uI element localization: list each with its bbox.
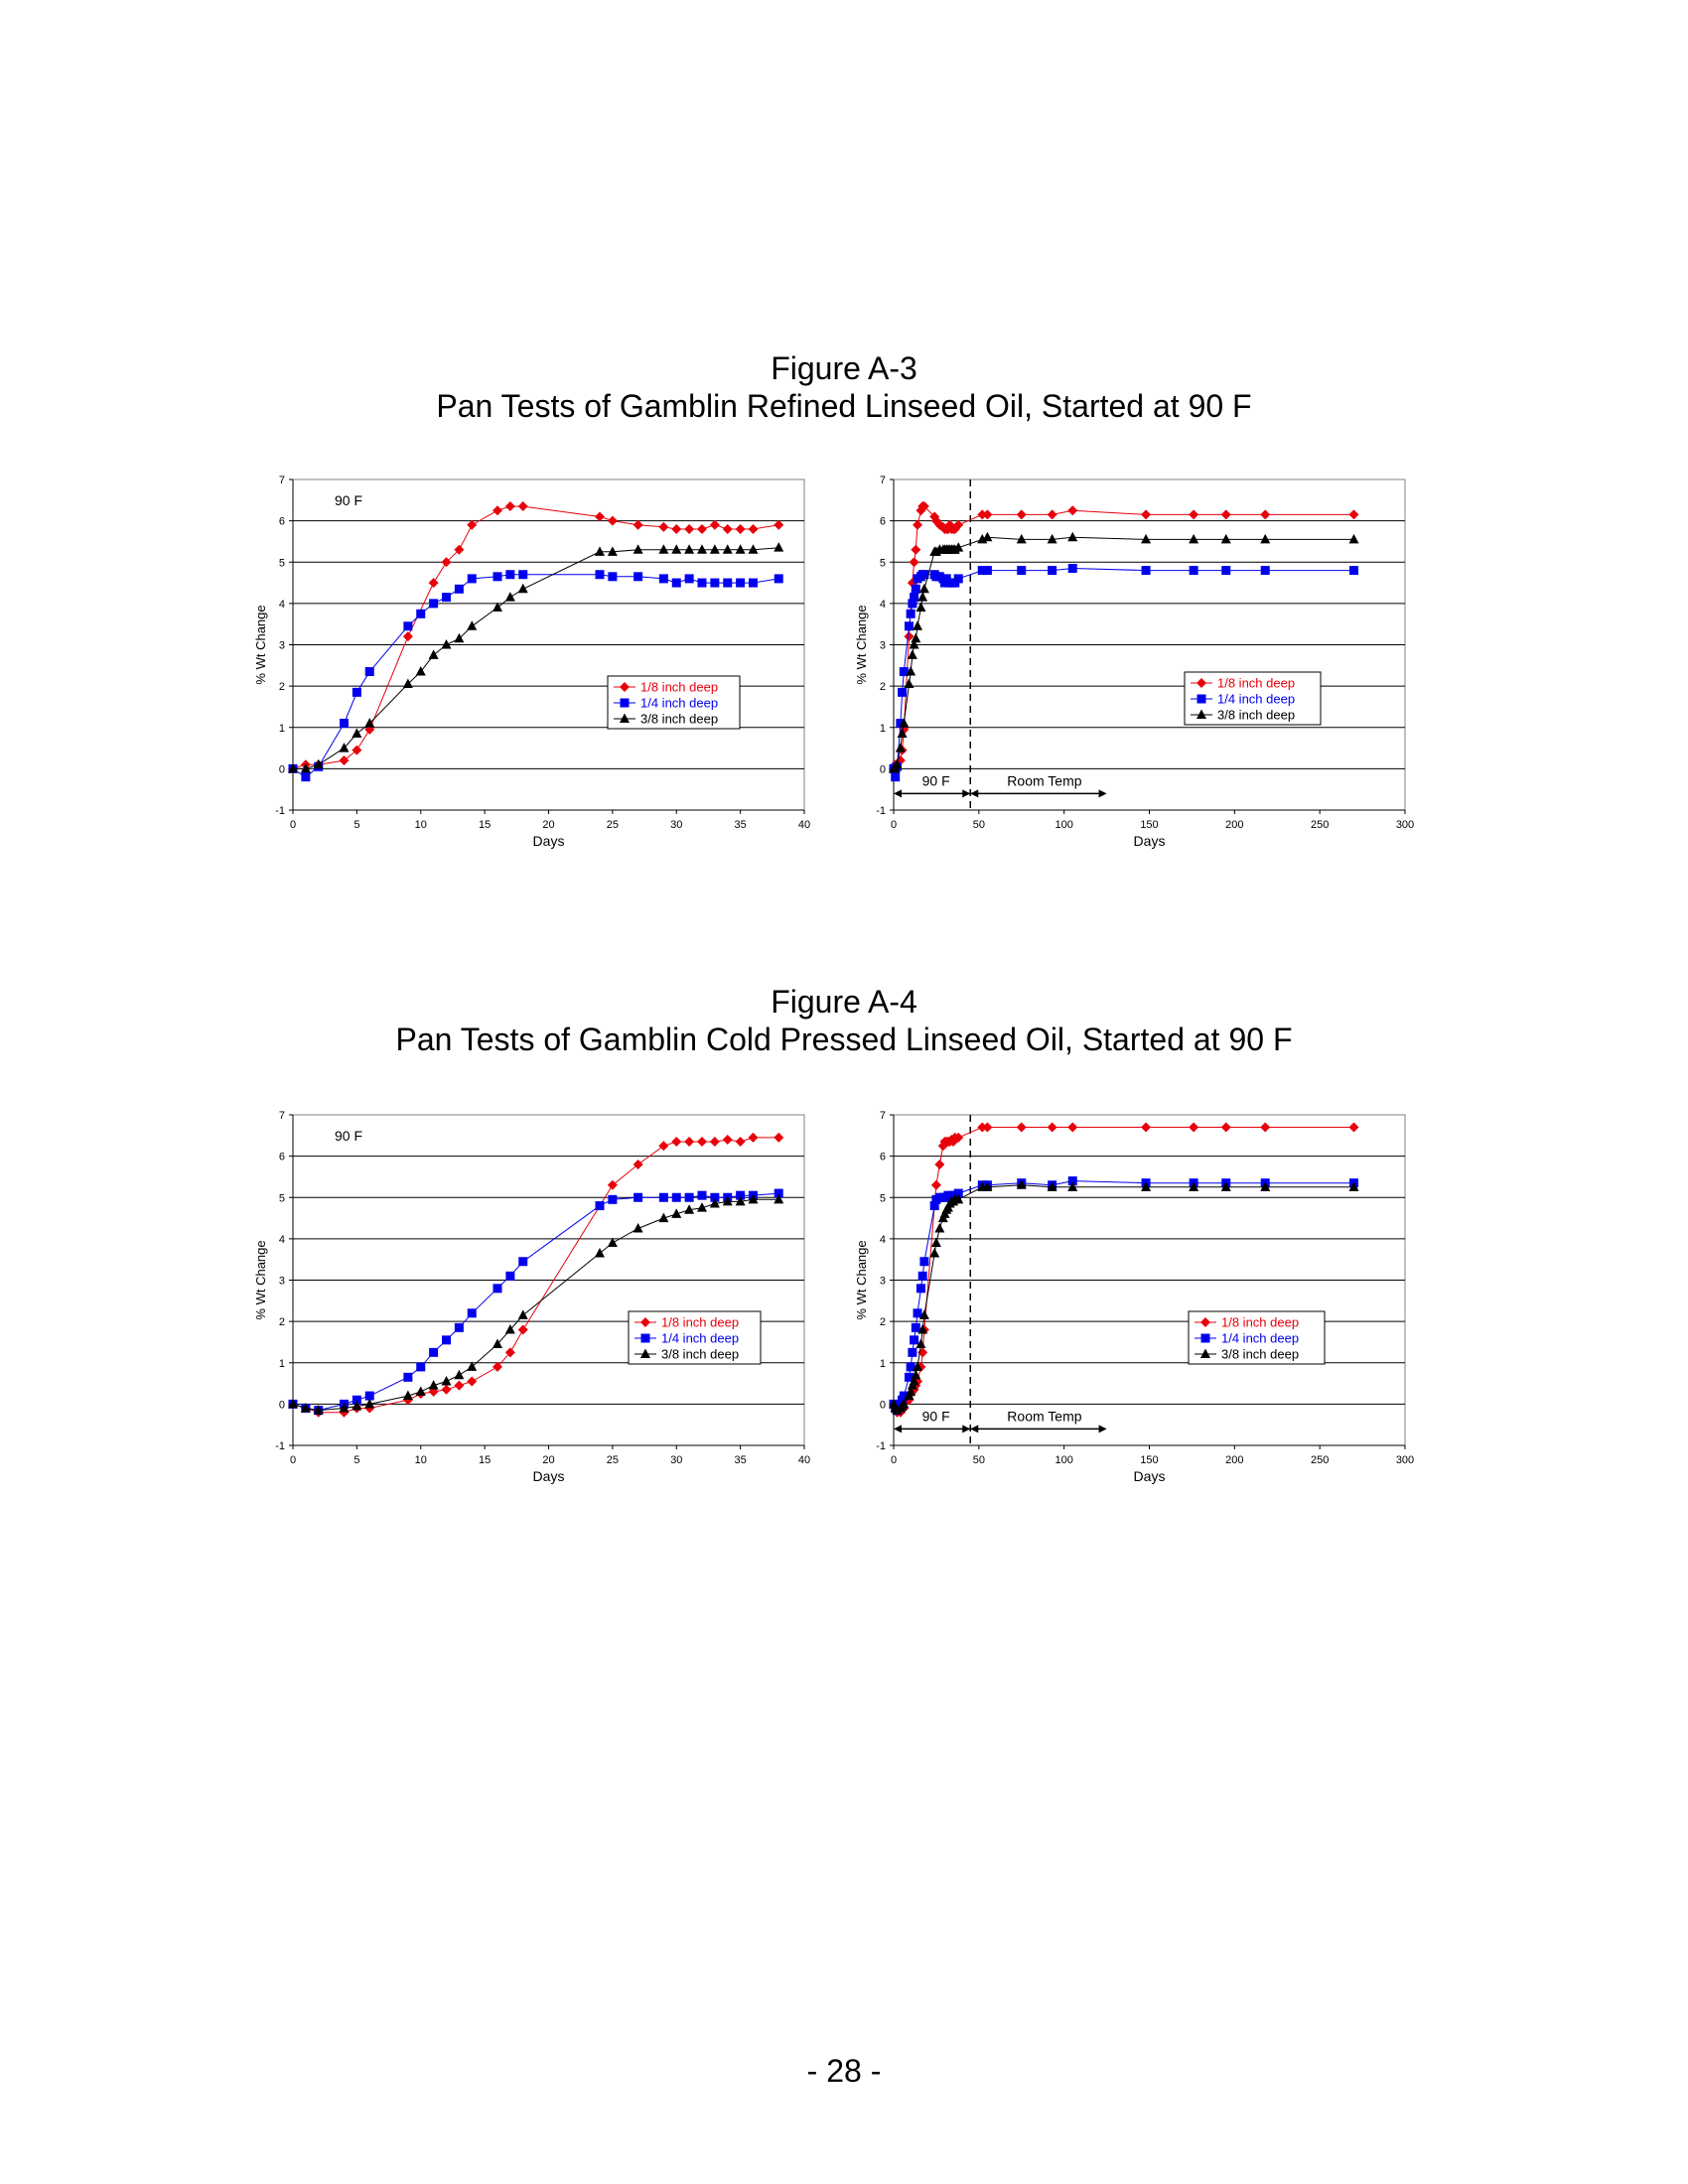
x-tick-label: 100	[1055, 1454, 1073, 1466]
data-point	[505, 570, 514, 579]
data-point	[736, 579, 745, 588]
x-tick-label: 20	[542, 1454, 555, 1466]
data-point	[698, 1191, 707, 1200]
data-point	[633, 1193, 642, 1202]
legend	[1185, 672, 1321, 725]
data-point	[455, 1323, 464, 1332]
y-tick-label: 2	[879, 1316, 886, 1329]
legend-label: 3/8 inch deep	[1221, 1346, 1300, 1362]
y-axis-label: % Wt Change	[253, 605, 268, 685]
x-tick-label: 0	[289, 1454, 297, 1466]
x-tick-label: 5	[353, 819, 360, 831]
y-tick-label: 7	[879, 1110, 886, 1122]
y-tick-label: 2	[278, 1316, 285, 1329]
data-point	[1017, 566, 1026, 575]
x-tick-label: 35	[734, 819, 747, 831]
y-tick-label: 0	[879, 763, 886, 776]
data-point	[916, 1284, 925, 1293]
annotation-90f: 90 F	[335, 1128, 363, 1144]
figure-a3-caption: Pan Tests of Gamblin Refined Linseed Oil, Started at 90 F	[436, 388, 1252, 424]
data-point	[919, 1257, 928, 1266]
x-tick-label: 0	[289, 819, 297, 831]
chart-a4-left	[238, 1102, 834, 1509]
y-tick-label: 7	[879, 475, 886, 486]
y-tick-label: 6	[278, 515, 285, 528]
data-point	[910, 593, 918, 602]
data-point	[468, 574, 477, 583]
data-point	[1048, 566, 1056, 575]
y-tick-label: 0	[278, 1399, 285, 1412]
y-tick-label: 0	[879, 1399, 886, 1412]
x-tick-label: 10	[414, 1454, 427, 1466]
y-tick-label: 5	[278, 1192, 285, 1205]
x-tick-label: 250	[1310, 819, 1330, 831]
data-point	[710, 579, 719, 588]
data-point	[672, 579, 681, 588]
legend-label: 1/8 inch deep	[640, 679, 719, 695]
data-point	[659, 1193, 668, 1202]
y-tick-label: -1	[876, 805, 886, 817]
y-tick-label: 4	[278, 1233, 285, 1246]
x-tick-label: 25	[606, 819, 619, 831]
legend-label: 1/4 inch deep	[1217, 691, 1296, 707]
data-point	[912, 585, 920, 594]
annotation-90f: 90 F	[335, 492, 363, 508]
figure-a4-caption: Pan Tests of Gamblin Cold Pressed Linseed Oil, Started at 90 F	[395, 1022, 1293, 1057]
data-point	[429, 599, 438, 608]
x-tick-label: 15	[479, 819, 492, 831]
figure-a3-label: Figure A-3	[771, 350, 917, 386]
data-point	[912, 1323, 920, 1332]
data-point	[416, 1362, 425, 1371]
y-tick-label: -1	[275, 1440, 285, 1452]
data-point	[518, 1257, 527, 1266]
x-tick-label: 200	[1225, 819, 1244, 831]
x-tick-label: 30	[670, 819, 683, 831]
data-point	[1068, 564, 1077, 573]
phase-label-90f: 90 F	[921, 772, 950, 789]
data-point	[914, 1308, 922, 1317]
legend-label: 3/8 inch deep	[1217, 707, 1296, 723]
y-tick-label: 0	[278, 763, 285, 776]
y-tick-label: 4	[278, 598, 285, 611]
figure-a4-title	[0, 983, 1688, 1058]
y-tick-label: 3	[879, 1275, 886, 1288]
y-tick-label: 6	[879, 515, 886, 528]
data-point	[493, 572, 502, 581]
legend-marker	[621, 699, 630, 708]
data-point	[633, 572, 642, 581]
y-tick-label: 1	[879, 722, 886, 735]
data-point	[352, 688, 361, 697]
data-point	[1190, 566, 1198, 575]
data-point	[672, 1193, 681, 1202]
phase-label-room-temp: Room Temp	[1007, 772, 1082, 789]
data-point	[1349, 566, 1358, 575]
y-tick-label: 5	[278, 557, 285, 570]
y-tick-label: 5	[879, 557, 886, 570]
y-tick-label: 2	[278, 681, 285, 694]
x-tick-label: 50	[972, 1454, 985, 1466]
x-axis-label: Days	[1133, 1468, 1166, 1484]
phase-label-room-temp: Room Temp	[1007, 1408, 1082, 1425]
legend-marker	[641, 1334, 650, 1343]
data-point	[685, 574, 694, 583]
data-point	[954, 574, 963, 583]
figure-a4-label: Figure A-4	[771, 984, 917, 1020]
legend	[629, 1311, 761, 1364]
data-point	[918, 1272, 927, 1281]
x-axis-label: Days	[532, 833, 565, 849]
y-tick-label: 4	[879, 598, 886, 611]
legend	[608, 676, 740, 729]
data-point	[429, 1348, 438, 1357]
y-tick-label: 4	[879, 1233, 886, 1246]
data-point	[608, 572, 617, 581]
data-point	[898, 688, 907, 697]
y-tick-label: 3	[879, 639, 886, 652]
y-tick-label: 1	[879, 1357, 886, 1370]
x-tick-label: 200	[1225, 1454, 1244, 1466]
x-tick-label: 0	[890, 819, 898, 831]
legend-label: 1/4 inch deep	[661, 1330, 740, 1346]
x-tick-label: 0	[890, 1454, 898, 1466]
data-point	[518, 570, 527, 579]
y-axis-label: % Wt Change	[854, 605, 869, 685]
data-point	[442, 1335, 451, 1344]
y-tick-label: 6	[879, 1151, 886, 1163]
data-point	[905, 621, 914, 630]
data-point	[659, 574, 668, 583]
y-tick-label: 1	[278, 722, 285, 735]
x-tick-label: 15	[479, 1454, 492, 1466]
y-tick-label: -1	[876, 1440, 886, 1452]
x-tick-label: 150	[1140, 819, 1159, 831]
chart-a4-right	[832, 1102, 1428, 1509]
data-point	[1142, 566, 1151, 575]
legend	[1189, 1311, 1325, 1364]
x-tick-label: 5	[353, 1454, 360, 1466]
x-tick-label: 10	[414, 819, 427, 831]
data-point	[301, 772, 310, 781]
data-point	[596, 570, 605, 579]
legend-label: 1/4 inch deep	[640, 695, 719, 711]
data-point	[505, 1272, 514, 1281]
y-tick-label: 3	[278, 1275, 285, 1288]
data-point	[723, 579, 732, 588]
data-point	[749, 579, 758, 588]
data-point	[698, 579, 707, 588]
x-tick-label: 20	[542, 819, 555, 831]
data-point	[365, 667, 374, 676]
phase-label-90f: 90 F	[921, 1408, 950, 1425]
x-axis-label: Days	[1133, 833, 1166, 849]
data-point	[608, 1195, 617, 1204]
data-point	[891, 772, 900, 781]
y-axis-label: % Wt Change	[253, 1240, 268, 1320]
y-tick-label: -1	[275, 805, 285, 817]
legend-label: 1/8 inch deep	[1221, 1314, 1300, 1330]
x-tick-label: 300	[1395, 819, 1415, 831]
data-point	[442, 593, 451, 602]
data-point	[403, 1373, 412, 1382]
figure-a3-title	[0, 349, 1688, 425]
x-tick-label: 35	[734, 1454, 747, 1466]
y-tick-label: 1	[278, 1357, 285, 1370]
x-tick-label: 40	[797, 1454, 811, 1466]
x-tick-label: 40	[797, 819, 811, 831]
x-tick-label: 25	[606, 1454, 619, 1466]
data-point	[493, 1284, 502, 1293]
x-tick-label: 250	[1310, 1454, 1330, 1466]
legend-label: 1/8 inch deep	[1217, 675, 1296, 691]
y-tick-label: 7	[278, 475, 285, 486]
x-tick-label: 300	[1395, 1454, 1415, 1466]
legend-marker	[1201, 1334, 1210, 1343]
data-point	[455, 585, 464, 594]
y-axis-label: % Wt Change	[854, 1240, 869, 1320]
legend-label: 1/4 inch deep	[1221, 1330, 1300, 1346]
x-tick-label: 100	[1055, 819, 1073, 831]
data-point	[403, 621, 412, 630]
legend-label: 3/8 inch deep	[640, 711, 719, 727]
y-tick-label: 5	[879, 1192, 886, 1205]
data-point	[907, 610, 915, 618]
y-tick-label: 6	[278, 1151, 285, 1163]
legend-label: 1/8 inch deep	[661, 1314, 740, 1330]
x-tick-label: 50	[972, 819, 985, 831]
y-tick-label: 2	[879, 681, 886, 694]
legend-marker	[1197, 695, 1206, 704]
data-point	[774, 574, 783, 583]
data-point	[983, 566, 992, 575]
data-point	[596, 1201, 605, 1210]
legend-label: 3/8 inch deep	[661, 1346, 740, 1362]
data-point	[1261, 566, 1270, 575]
data-point	[340, 719, 349, 728]
data-point	[1221, 566, 1230, 575]
data-point	[468, 1308, 477, 1317]
data-point	[685, 1193, 694, 1202]
page-number: - 28 -	[806, 2053, 882, 2089]
y-tick-label: 3	[278, 639, 285, 652]
data-point	[910, 1335, 918, 1344]
data-point	[416, 610, 425, 618]
data-point	[908, 1348, 916, 1357]
x-axis-label: Days	[532, 1468, 565, 1484]
x-tick-label: 30	[670, 1454, 683, 1466]
y-tick-label: 7	[278, 1110, 285, 1122]
chart-a3-right	[832, 467, 1428, 874]
x-tick-label: 150	[1140, 1454, 1159, 1466]
chart-a3-left	[238, 467, 834, 874]
